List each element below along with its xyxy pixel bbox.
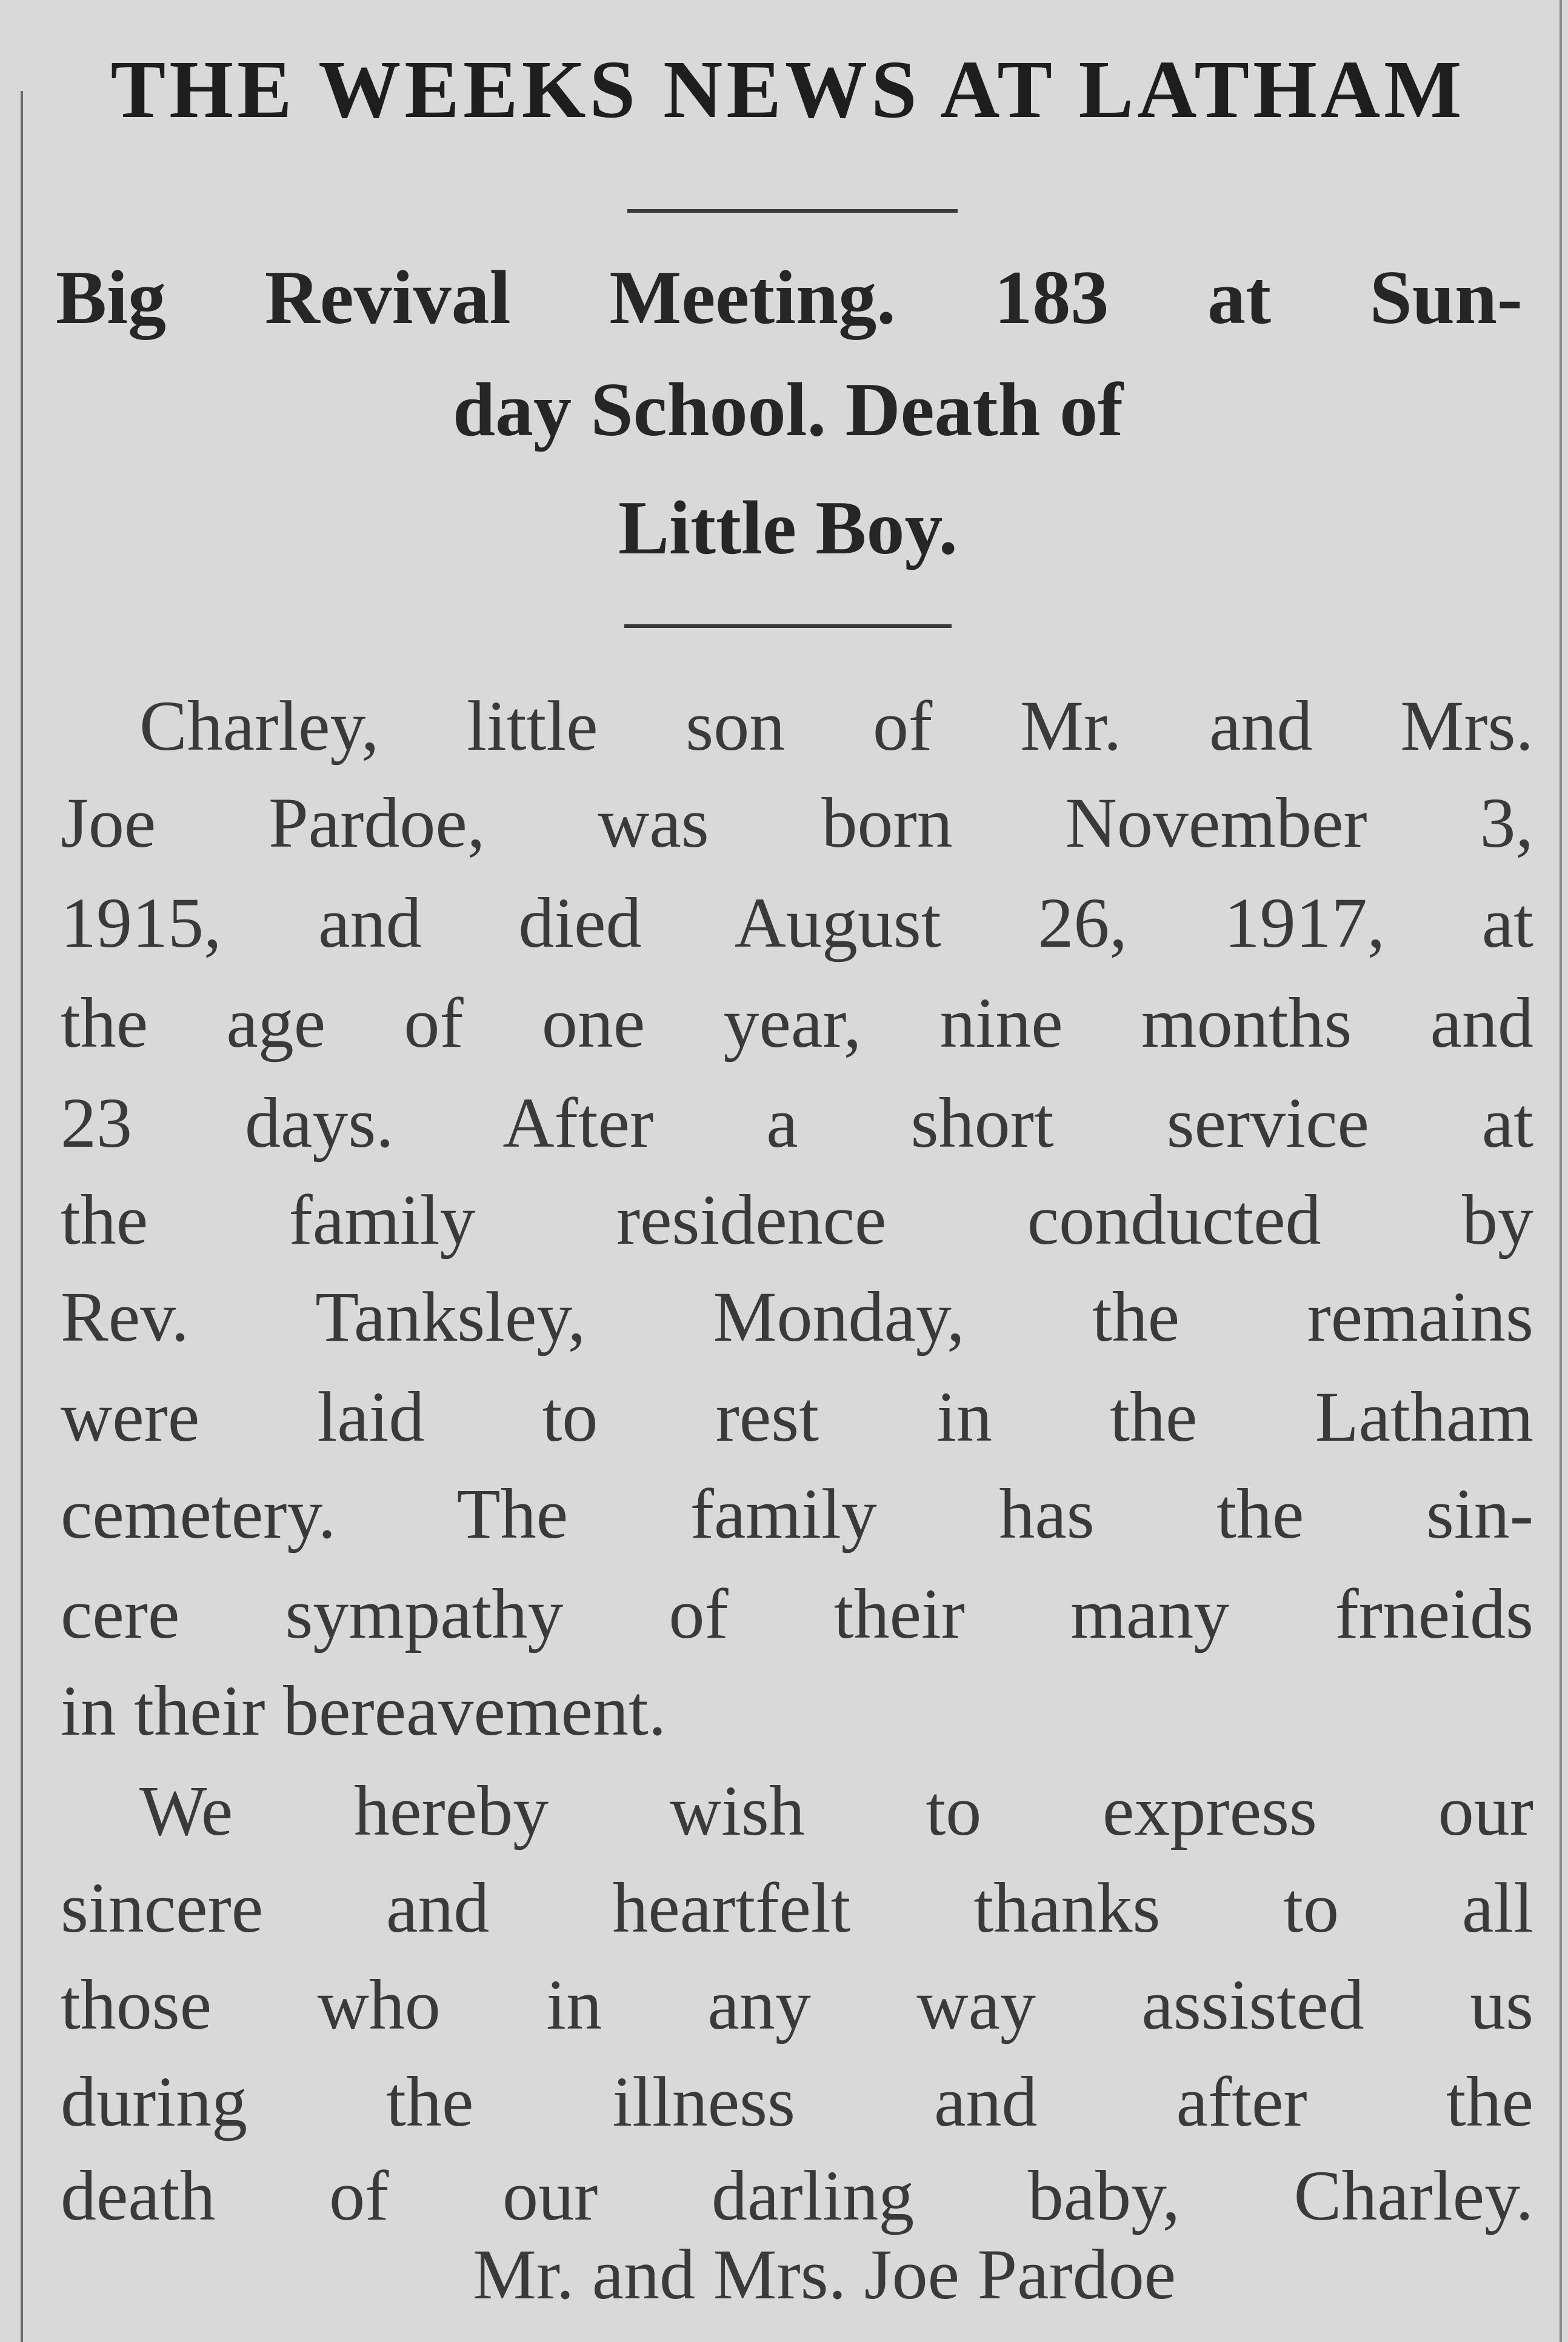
obituary-line: 1915, and died August 26, 1917, at bbox=[61, 883, 1533, 962]
obituary-line: cemetery. The family has the sin- bbox=[61, 1474, 1533, 1553]
subheadline-line-3: Little Boy. bbox=[618, 486, 958, 570]
signature: Mr. and Mrs. Joe Pardoe bbox=[473, 2235, 1176, 2314]
thanks-line: death of our darling baby, Charley. bbox=[61, 2156, 1533, 2235]
thanks-line: We hereby wish to express our bbox=[139, 1771, 1533, 1850]
column-rule-left bbox=[21, 91, 23, 2342]
headline: THE WEEKS NEWS AT LATHAM bbox=[110, 44, 1466, 135]
obituary-line: the age of one year, nine months and bbox=[61, 983, 1533, 1063]
column-rule-right bbox=[1560, 0, 1562, 2342]
thanks-line: during the illness and after the bbox=[61, 2062, 1533, 2141]
headline-divider bbox=[627, 209, 958, 213]
obituary-line: 23 days. After a short service at bbox=[61, 1083, 1533, 1163]
obituary-line-last: in their bereavement. bbox=[61, 1671, 667, 1750]
obituary-line: Joe Pardoe, was born November 3, bbox=[61, 783, 1533, 862]
obituary-line: were laid to rest in the Latham bbox=[61, 1377, 1533, 1456]
obituary-line: the family residence conducted by bbox=[61, 1180, 1533, 1259]
obituary-line: Charley, little son of Mr. and Mrs. bbox=[139, 686, 1533, 766]
subheadline-line-2: day School. Death of bbox=[452, 368, 1124, 452]
obituary-line: cere sympathy of their many frneids bbox=[61, 1574, 1533, 1653]
thanks-line: those who in any way assisted us bbox=[61, 1965, 1533, 2044]
obituary-line: Rev. Tanksley, Monday, the remains bbox=[61, 1277, 1533, 1356]
subheadline-line-1: Big Revival Meeting. 183 at Sun- bbox=[56, 256, 1523, 340]
thanks-line: sincere and heartfelt thanks to all bbox=[61, 1868, 1533, 1947]
subheadline-divider bbox=[624, 624, 952, 628]
